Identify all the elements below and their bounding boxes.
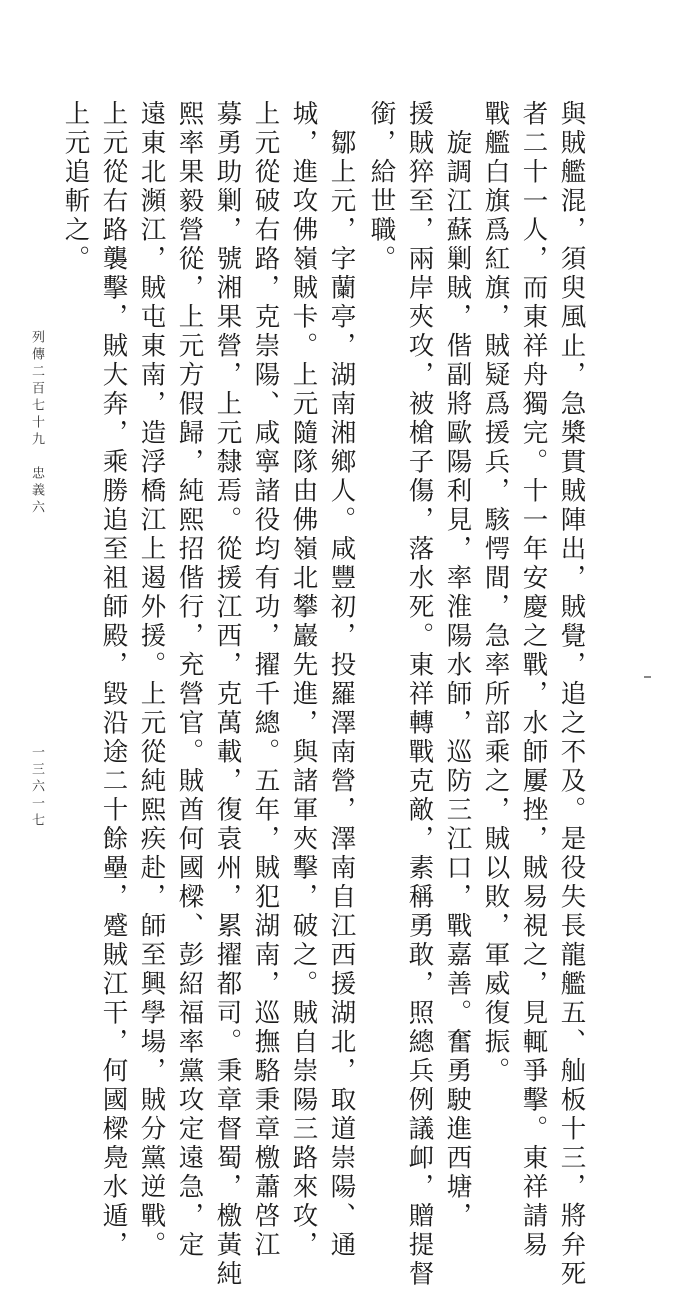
text-column: 上元從破右路，克崇陽、咸寧諸役均有功，擢千總。五年，賊犯湖南，巡撫駱秉章檄蕭啓江	[250, 100, 281, 1260]
text-column: 上元追斬之。	[60, 100, 91, 274]
text-column: 戰艦白旗爲紅旗，賊疑爲援兵，駭愕間，急率所部乘之，賊以敗，軍威復振。	[480, 100, 511, 1086]
text-column: 援賊猝至，兩岸夾攻，被槍子傷，落水死。東祥轉戰克敵，素稱勇敢，照總兵例議卹，贈提督	[404, 100, 435, 1289]
text-column: 遠東北瀕江，賊屯東南，造浮橋江上遏外援。上元從純熙疾赴，師至興學場，賊分黨逆戰。	[136, 100, 167, 1260]
text-column: 銜，給世職。	[366, 100, 397, 274]
text-column: 城，進攻佛嶺賊卡。上元隨隊由佛嶺北攀巖先進，與諸軍夾擊，破之。賊自崇陽三路來攻，	[288, 100, 319, 1260]
scan-mark	[644, 676, 651, 678]
text-column: 熙率果毅營從，上元方假歸，純熙招偕行，充營官。賊酋何國樑、彭紹福率黨攻定遠急，定	[174, 100, 205, 1260]
text-column: 上元從右路襲擊，賊大奔，乘勝追至祖師殿，毀沿途二十餘壘，蹙賊江干，何國樑鳧水遁，	[98, 100, 129, 1260]
text-column: 與賊艦混，須臾風止，急槳貫賊陣出，賊覺，追之不及。是役失長龍艦五、舢板十三，將弁死	[556, 100, 587, 1289]
text-column: 旋調江蘇剿賊，偕副將歐陽利見，率淮陽水師，巡防三江口，戰嘉善。奮勇駛進西塘，	[442, 129, 473, 1231]
page-number: 一三六一七	[29, 745, 44, 830]
text-column: 鄒上元，字蘭亭，湖南湘鄉人。咸豐初，投羅澤南營，澤南自江西援湖北，取道崇陽、通	[326, 129, 357, 1260]
running-title: 列傳二百七十九 忠義六	[29, 330, 44, 517]
text-column: 者二十一人，而東祥舟獨完。十一年安慶之戰，水師屢挫，賊易視之，見輒爭擊。東祥請易	[518, 100, 549, 1260]
text-column: 募勇助剿，號湘果營，上元隸焉。從援江西，克萬載，復袁州，累擢都司。秉章督蜀，檄黃純	[212, 100, 243, 1289]
